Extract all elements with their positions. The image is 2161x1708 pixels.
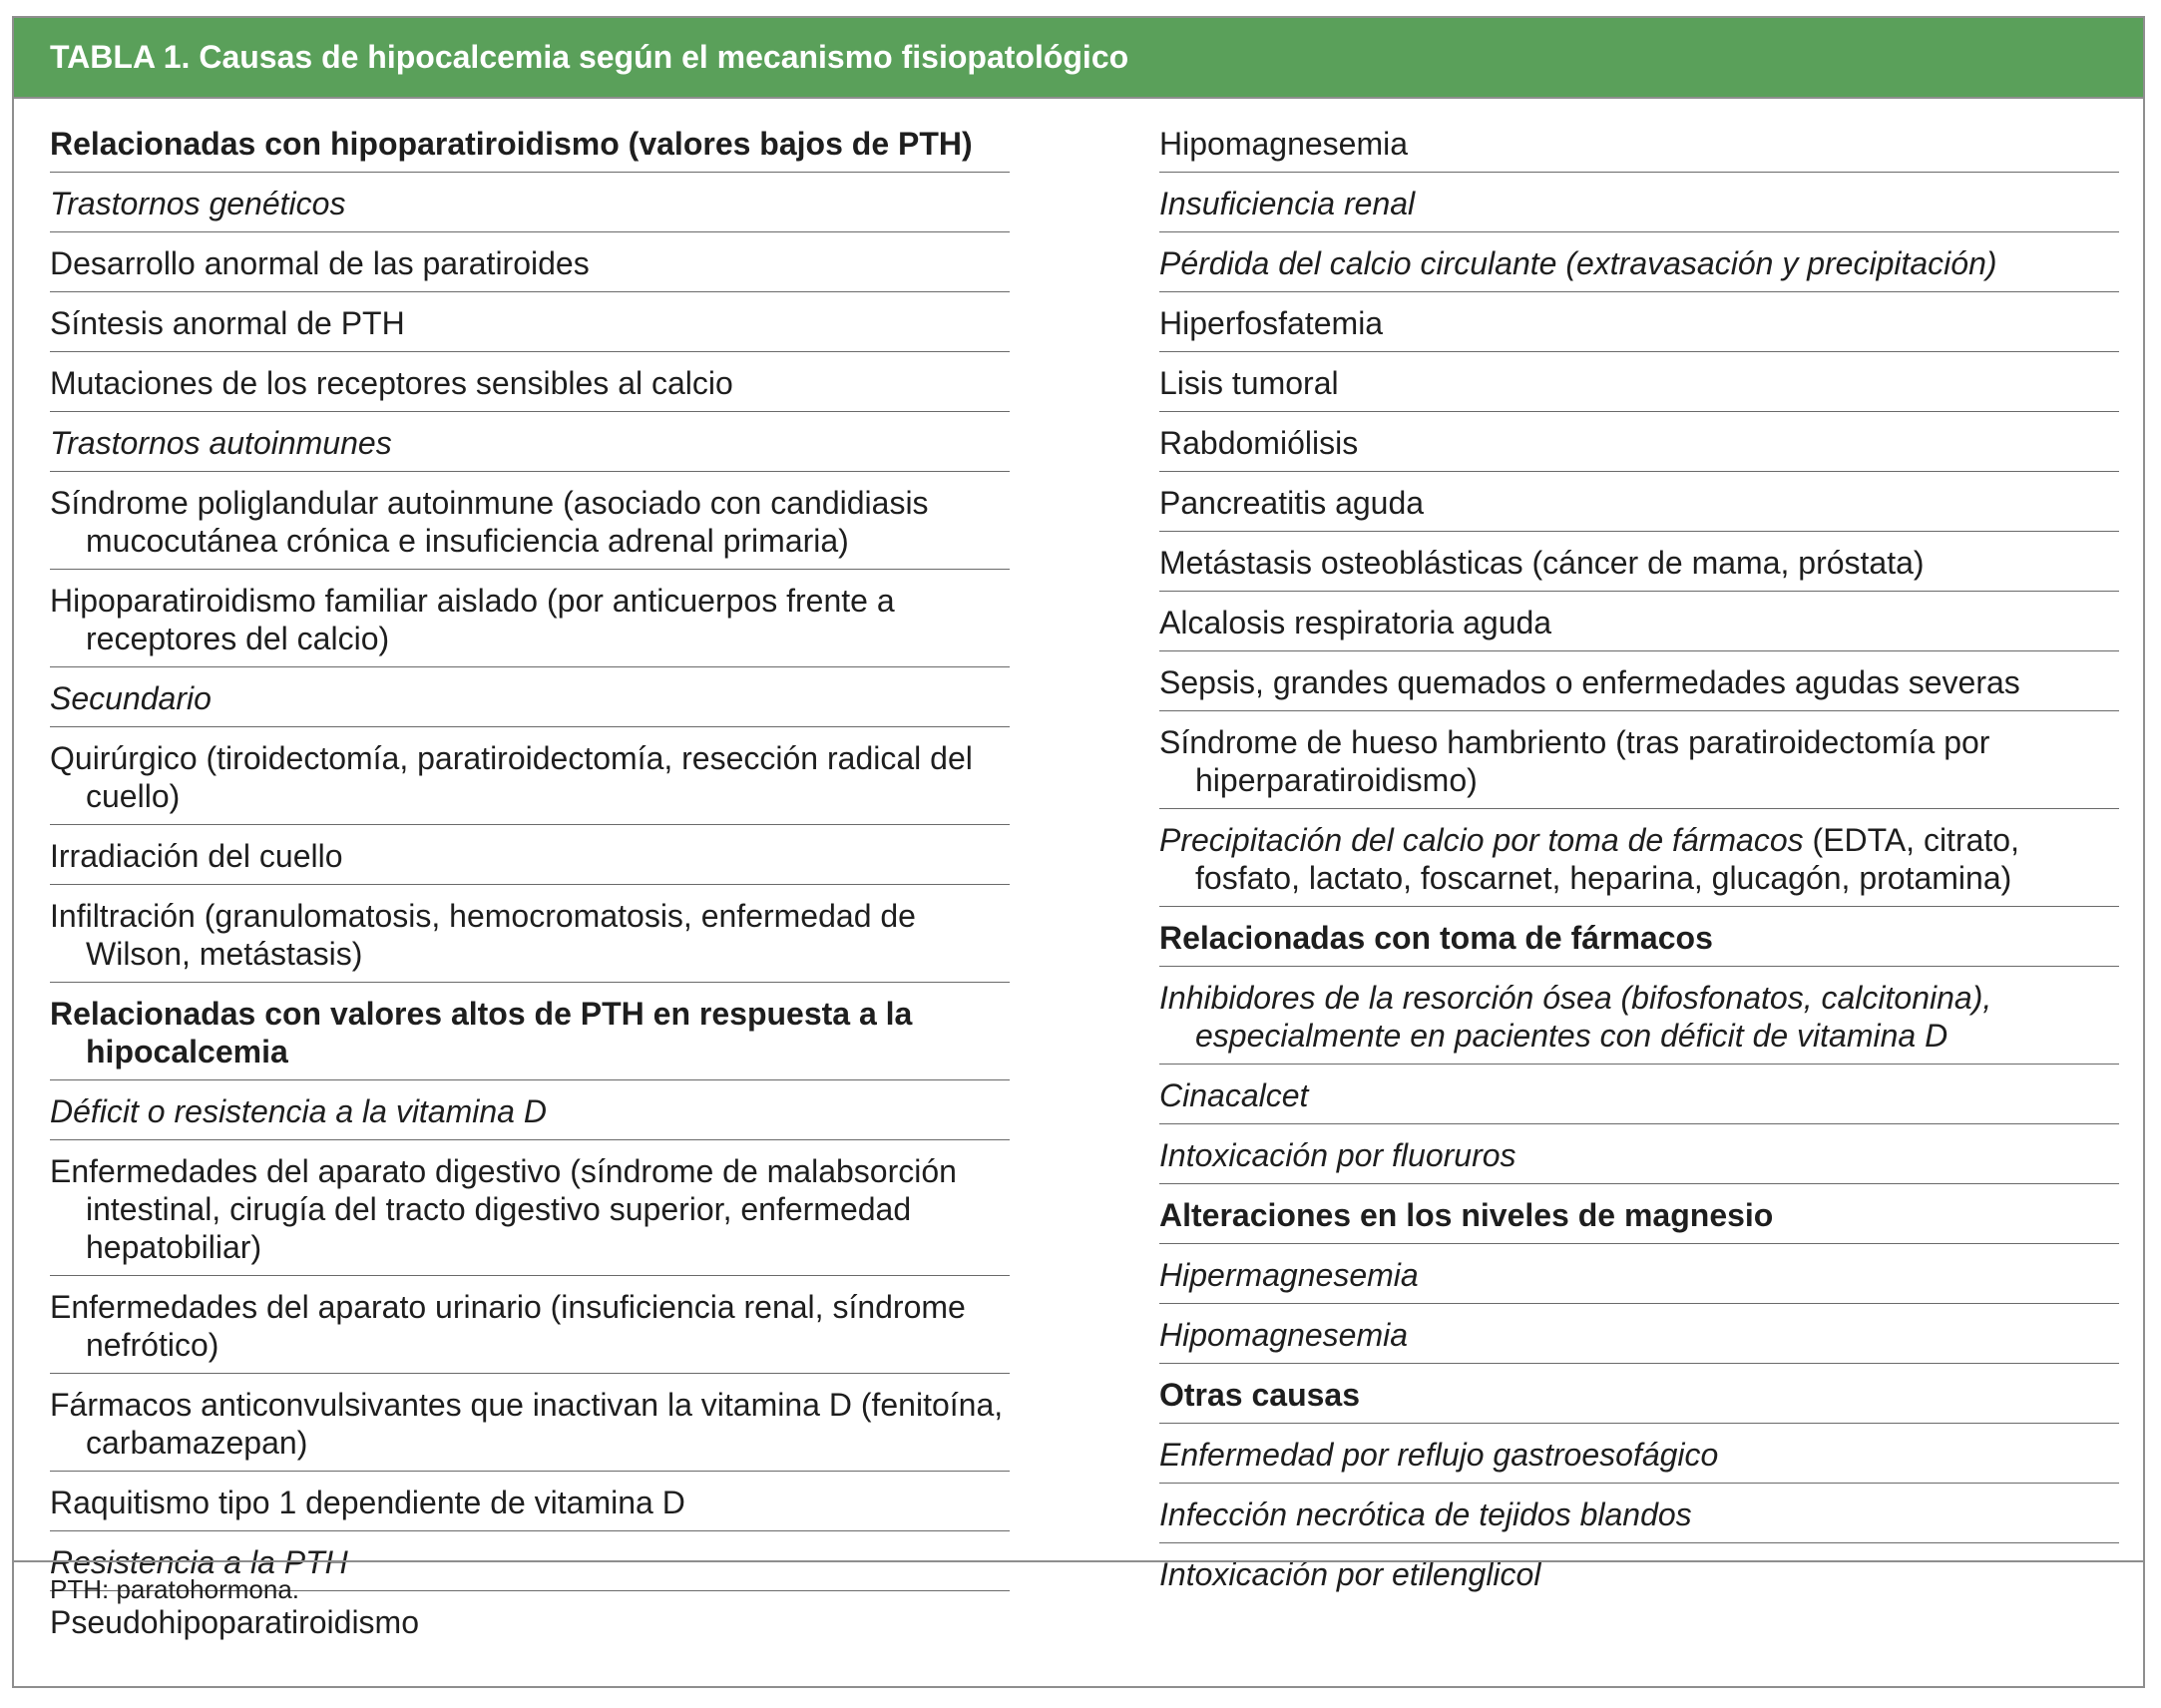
- table-row: [1159, 907, 2119, 967]
- table-row: [50, 570, 1010, 667]
- table-row: [50, 1472, 1010, 1531]
- row-text: Quirúrgico (tiroidectomía, paratiroidectomía, resección radical del cuello): [50, 740, 973, 814]
- row-text: Trastornos autoinmunes: [50, 425, 392, 461]
- table-row: [50, 1140, 1010, 1276]
- table-row: [1159, 1244, 2119, 1304]
- table-row: [1159, 1484, 2119, 1543]
- row-text: Raquitismo tipo 1 dependiente de vitamina D: [50, 1485, 685, 1520]
- right-column: [1159, 113, 2119, 1602]
- table-row: [1159, 1065, 2119, 1124]
- table-row: [1159, 532, 2119, 592]
- table-row: [50, 1276, 1010, 1374]
- table-row: [1159, 412, 2119, 472]
- row-text: Hipermagnesemia: [1159, 1257, 1419, 1293]
- table-row: [1159, 1124, 2119, 1184]
- table-row: [1159, 809, 2119, 907]
- left-column: [50, 113, 1010, 1650]
- row-text: Relacionadas con valores altos de PTH en respuesta a la hipocalcemia: [50, 996, 913, 1069]
- row-text: Sepsis, grandes quemados o enfermedades agudas severas: [1159, 664, 2020, 700]
- table-row: [1159, 232, 2119, 292]
- table-row: [50, 173, 1010, 232]
- row-text-suffix: (EDTA, citrato, fosfato, lactato, foscarnet, heparina, glucagón, protamina): [1195, 822, 2019, 896]
- row-text: Hipomagnesemia: [1159, 1317, 1409, 1353]
- table-row: [1159, 967, 2119, 1065]
- row-text: Infección necrótica de tejidos blandos: [1159, 1496, 1692, 1532]
- row-text: Hipomagnesemia: [1159, 126, 1409, 162]
- row-text: Rabdomiólisis: [1159, 425, 1359, 461]
- table: [12, 16, 2145, 1688]
- row-text: Enfermedades del aparato digestivo (síndrome de malabsorción intestinal, cirugía del tracto digestivo superior, enfermedad hepatobiliar): [50, 1153, 957, 1265]
- table-row: [1159, 651, 2119, 711]
- row-text: Precipitación del calcio por toma de fármacos: [1159, 822, 1804, 858]
- table-row: [50, 352, 1010, 412]
- row-text: Alcalosis respiratoria aguda: [1159, 605, 1552, 640]
- row-text: Infiltración (granulomatosis, hemocromatosis, enfermedad de Wilson, metástasis): [50, 898, 916, 972]
- row-text: Pancreatitis aguda: [1159, 485, 1425, 521]
- row-text: Relacionadas con hipoparatiroidismo (valores bajos de PTH): [50, 126, 973, 162]
- row-text: Enfermedad por reflujo gastroesofágico: [1159, 1437, 1719, 1473]
- row-text: Hiperfosfatemia: [1159, 305, 1384, 341]
- table-row: [1159, 592, 2119, 651]
- row-text: Desarrollo anormal de las paratiroides: [50, 245, 590, 281]
- table-row: [50, 885, 1010, 983]
- row-text: Irradiación del cuello: [50, 838, 343, 874]
- table-row: [1159, 113, 2119, 173]
- table-row: [50, 667, 1010, 727]
- row-text: Mutaciones de los receptores sensibles al calcio: [50, 365, 733, 401]
- row-text: Síndrome poliglandular autoinmune (asociado con candidiasis mucocutánea crónica e insuficiencia adrenal primaria): [50, 485, 929, 559]
- table-row: [50, 1080, 1010, 1140]
- row-text: Trastornos genéticos: [50, 186, 346, 221]
- table-row: [50, 825, 1010, 885]
- row-text: Pseudohipoparatiroidismo: [50, 1604, 419, 1640]
- table-row: [1159, 472, 2119, 532]
- table-row: [1159, 1304, 2119, 1364]
- row-text: Síndrome de hueso hambriento (tras paratiroidectomía por hiperparatiroidismo): [1159, 724, 1990, 798]
- row-text: Enfermedades del aparato urinario (insuficiencia renal, síndrome nefrótico): [50, 1289, 966, 1363]
- table-row: [50, 412, 1010, 472]
- row-text: Otras causas: [1159, 1377, 1361, 1413]
- table-row: [1159, 1184, 2119, 1244]
- row-text: Lisis tumoral: [1159, 365, 1339, 401]
- table-row: [50, 472, 1010, 570]
- table-row: [50, 113, 1010, 173]
- table-row: [50, 983, 1010, 1080]
- row-text: Hipoparatiroidismo familiar aislado (por anticuerpos frente a receptores del calcio): [50, 583, 895, 656]
- table-row: [1159, 292, 2119, 352]
- row-text: Fármacos anticonvulsivantes que inactivan la vitamina D (fenitoína, carbamazepan): [50, 1387, 1004, 1461]
- table-row: [1159, 1364, 2119, 1424]
- row-text: Insuficiencia renal: [1159, 186, 1416, 221]
- row-text: Alteraciones en los niveles de magnesio: [1159, 1197, 1774, 1233]
- table-row: [50, 232, 1010, 292]
- table-title: TABLA 1. Causas de hipocalcemia según el mecanismo fisiopatológico: [14, 18, 2143, 99]
- table-row: [50, 1374, 1010, 1472]
- table-row: [50, 727, 1010, 825]
- row-text: Intoxicación por etilenglicol: [1159, 1556, 1541, 1592]
- row-text: Intoxicación por fluoruros: [1159, 1137, 1516, 1173]
- table-row: [1159, 352, 2119, 412]
- table-row: [50, 292, 1010, 352]
- table-row: [1159, 173, 2119, 232]
- row-text: Déficit o resistencia a la vitamina D: [50, 1093, 547, 1129]
- row-text: Cinacalcet: [1159, 1077, 1309, 1113]
- row-text: Secundario: [50, 680, 212, 716]
- table-footnote: PTH: paratohormona.: [14, 1560, 2143, 1686]
- row-text: Metástasis osteoblásticas (cáncer de mama, próstata): [1159, 545, 1925, 581]
- table-row: [1159, 1424, 2119, 1484]
- row-text: Síntesis anormal de PTH: [50, 305, 405, 341]
- row-text: Pérdida del calcio circulante (extravasación y precipitación): [1159, 245, 1997, 281]
- table-row: [1159, 711, 2119, 809]
- row-text: Relacionadas con toma de fármacos: [1159, 920, 1713, 956]
- row-text: Inhibidores de la resorción ósea (bifosfonatos, calcitonina), especialmente en pacientes con déficit de vitamina D: [1159, 980, 1992, 1054]
- row-text: Resistencia a la PTH: [50, 1544, 348, 1580]
